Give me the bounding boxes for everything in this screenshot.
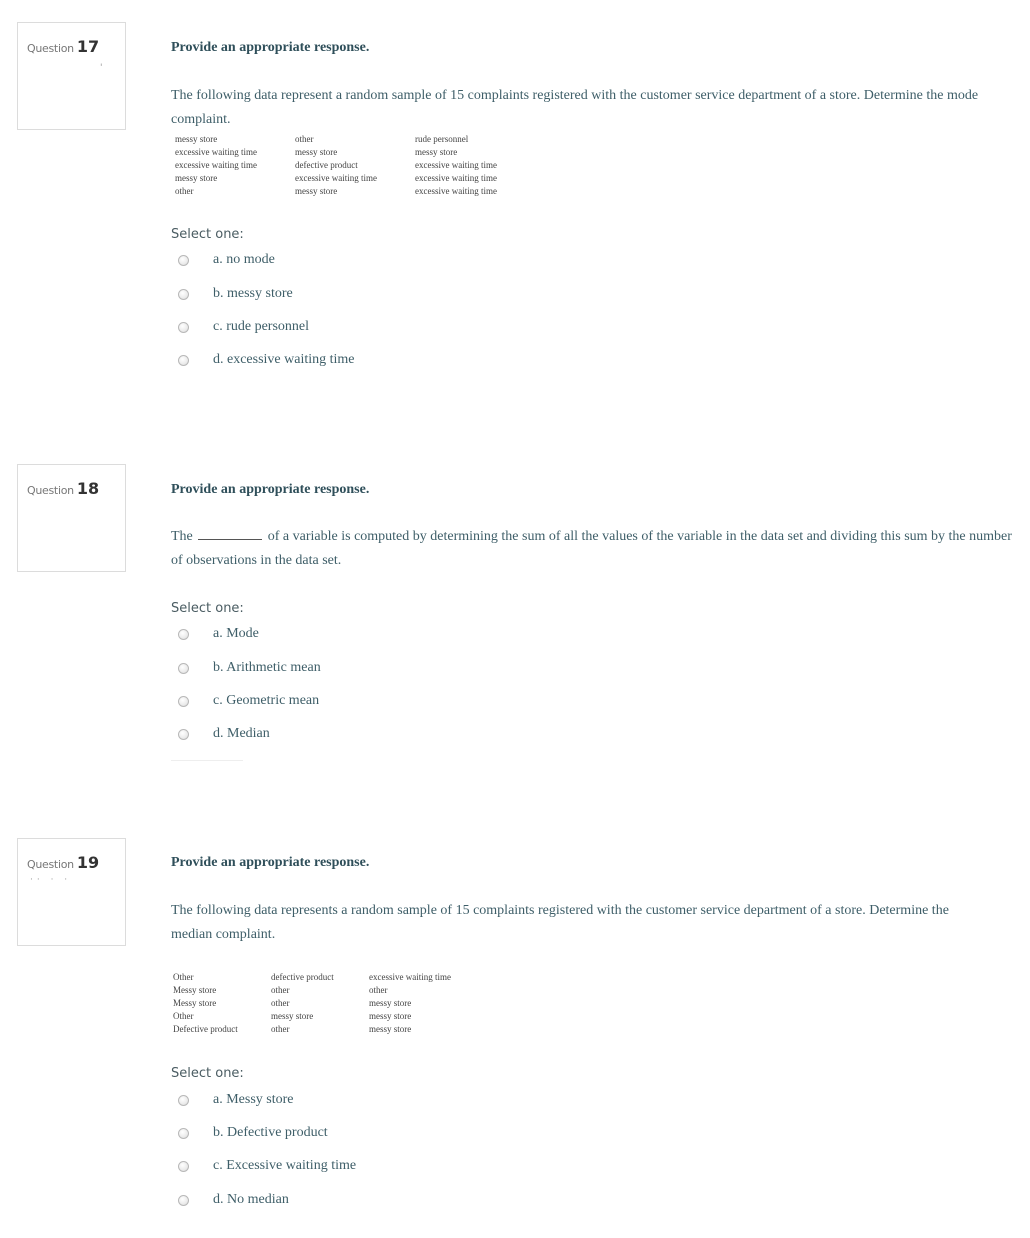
question-title: Provide an appropriate response.: [171, 855, 370, 870]
table-cell: defective product: [295, 160, 358, 170]
radio-button[interactable]: [178, 1095, 189, 1106]
table-cell: excessive waiting time: [175, 160, 257, 170]
answer-option-b[interactable]: [178, 657, 321, 679]
table-cell: messy store: [295, 186, 338, 196]
table-cell: excessive waiting time: [295, 173, 377, 183]
answer-option-d[interactable]: [178, 723, 270, 745]
table-cell: other: [271, 1024, 290, 1034]
table-row: [175, 159, 509, 172]
table-cell: other: [369, 985, 388, 995]
table-cell: Messy store: [173, 998, 217, 1008]
option-label[interactable]: b. messy store: [213, 286, 293, 301]
question-label: Question 17: [27, 37, 100, 56]
radio-button[interactable]: [178, 355, 189, 366]
table-cell: messy store: [175, 173, 218, 183]
table-row: [173, 971, 463, 984]
option-label[interactable]: b. Arithmetic mean: [213, 660, 321, 675]
table-cell: defective product: [271, 972, 334, 982]
radio-button[interactable]: [178, 696, 189, 707]
table-row: [175, 133, 509, 146]
question-info-box: [17, 464, 126, 572]
radio-button[interactable]: [178, 1195, 189, 1206]
radio-button[interactable]: [178, 1161, 189, 1172]
question-title: Provide an appropriate response.: [171, 482, 370, 497]
question-number: 18: [76, 479, 100, 498]
question-title: Provide an appropriate response.: [171, 40, 370, 55]
fill-in-blank: [198, 527, 262, 540]
table-row: [173, 997, 463, 1010]
option-label[interactable]: c. Geometric mean: [213, 693, 320, 708]
radio-button[interactable]: [178, 255, 189, 266]
answer-option-d[interactable]: [178, 349, 355, 371]
question-text: The of a variable is computed by determining the sum of all the values of the variable in the data set and dividing this sum by the number of observations in the data set.: [171, 529, 1012, 568]
table-cell: messy store: [369, 998, 412, 1008]
table-cell: messy store: [415, 147, 458, 157]
option-label[interactable]: d. No median: [213, 1192, 289, 1207]
option-label[interactable]: a. Mode: [213, 626, 259, 641]
answer-option-d[interactable]: [178, 1189, 289, 1211]
option-label[interactable]: a. Messy store: [213, 1092, 294, 1107]
radio-button[interactable]: [178, 663, 189, 674]
table-row: [173, 984, 463, 997]
answer-option-c[interactable]: [178, 690, 319, 712]
table-row: [175, 146, 509, 159]
table-cell: Other: [173, 972, 194, 982]
table-cell: other: [295, 134, 314, 144]
option-label[interactable]: b. Defective product: [213, 1125, 328, 1140]
answer-option-a[interactable]: [178, 1089, 294, 1111]
option-label[interactable]: c. Excessive waiting time: [213, 1158, 357, 1173]
question-label: Question 18: [27, 479, 100, 498]
table-cell: messy store: [271, 1011, 314, 1021]
flag-icon[interactable]: ·· · ·: [30, 875, 72, 885]
radio-button[interactable]: [178, 322, 189, 333]
table-cell: excessive waiting time: [415, 186, 497, 196]
question-label: Question 19: [27, 853, 100, 872]
answer-option-b[interactable]: [178, 283, 293, 305]
table-cell: rude personnel: [415, 134, 469, 144]
select-one-label: Select one:: [171, 601, 244, 616]
table-cell: excessive waiting time: [415, 160, 497, 170]
table-cell: other: [175, 186, 194, 196]
table-cell: excessive waiting time: [415, 173, 497, 183]
table-row: [173, 1010, 463, 1023]
table-row: [175, 172, 509, 185]
answer-option-c[interactable]: [178, 316, 309, 338]
table-cell: messy store: [295, 147, 338, 157]
option-label[interactable]: a. no mode: [213, 252, 275, 267]
flag-icon[interactable]: ': [100, 63, 103, 73]
question-text: The following data represent a random sample of 15 complaints registered with the customer service department of a store. Determine the mode complaint.: [171, 88, 979, 127]
question-info-box: [17, 838, 126, 946]
question-number: 19: [76, 853, 100, 872]
radio-button[interactable]: [178, 289, 189, 300]
data-table: [175, 133, 509, 198]
select-one-label: Select one:: [171, 227, 244, 242]
table-cell: messy store: [369, 1024, 412, 1034]
question-number: 17: [76, 37, 100, 56]
table-cell: other: [271, 998, 290, 1008]
option-label[interactable]: d. Median: [213, 726, 270, 741]
table-cell: messy store: [369, 1011, 412, 1021]
table-row: [173, 1023, 463, 1036]
question-text: The following data represents a random sample of 15 complaints registered with the customer service department of a store. Determine the median complaint.: [171, 903, 949, 942]
radio-button[interactable]: [178, 1128, 189, 1139]
option-label[interactable]: d. excessive waiting time: [213, 352, 355, 367]
answer-option-c[interactable]: [178, 1155, 356, 1177]
answer-option-a[interactable]: [178, 623, 259, 645]
table-cell: excessive waiting time: [175, 147, 257, 157]
divider: [171, 760, 243, 761]
table-cell: Defective product: [173, 1024, 238, 1034]
table-cell: other: [271, 985, 290, 995]
table-cell: messy store: [175, 134, 218, 144]
answer-option-a[interactable]: [178, 249, 275, 271]
radio-button[interactable]: [178, 729, 189, 740]
data-table: [173, 971, 463, 1036]
table-cell: excessive waiting time: [369, 972, 451, 982]
option-label[interactable]: c. rude personnel: [213, 319, 310, 334]
answer-option-b[interactable]: [178, 1122, 328, 1144]
table-row: [175, 185, 509, 198]
radio-button[interactable]: [178, 629, 189, 640]
select-one-label: Select one:: [171, 1066, 244, 1081]
question-info-box: [17, 22, 126, 130]
table-cell: Other: [173, 1011, 194, 1021]
table-cell: Messy store: [173, 985, 217, 995]
